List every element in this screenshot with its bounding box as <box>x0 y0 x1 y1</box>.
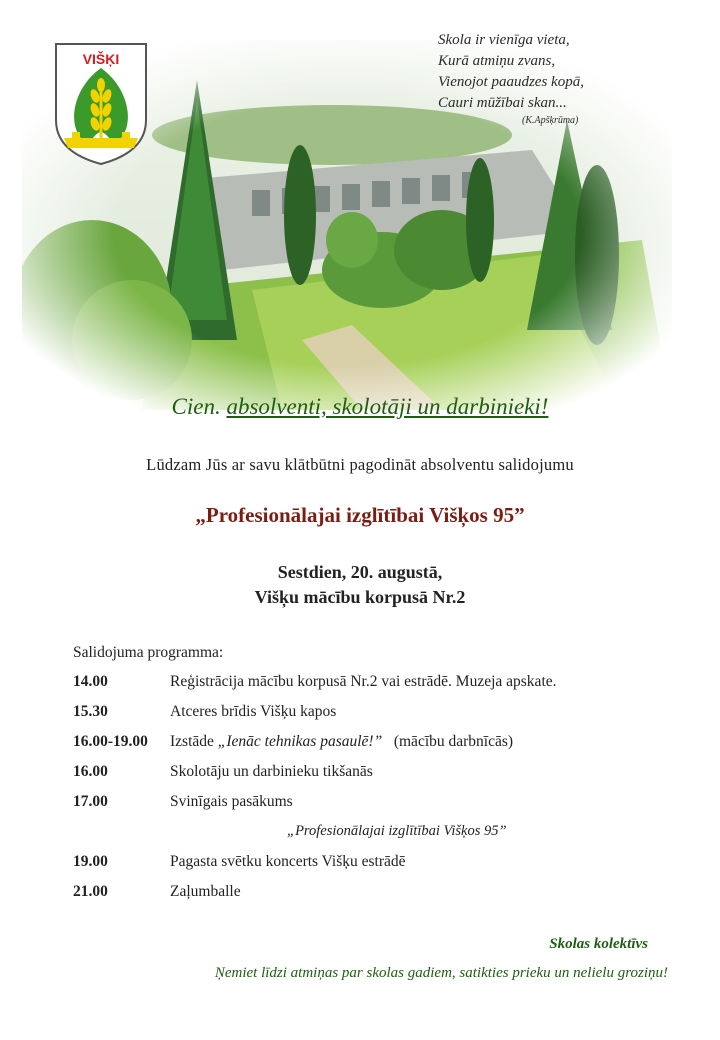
poem-line: Skola ir vienīga vieta, <box>438 32 570 48</box>
schedule-item <box>73 853 693 883</box>
event-title: „Profesionālajai izglītībai Višķos 95” <box>195 503 525 527</box>
schedule-time: 17.00 <box>73 793 108 810</box>
schedule-item <box>73 673 693 703</box>
schedule-text: Atceres brīdis Višķu kapos <box>170 703 337 720</box>
schedule-text-after: (mācību darbnīcās) <box>382 733 514 750</box>
invitation-text: Lūdzam Jūs ar savu klātbūtni pagodināt absolventu salidojumu <box>146 455 574 474</box>
schedule-text: Svinīgais pasākums <box>170 793 293 810</box>
event-location: Višķu mācību korpusā Nr.2 <box>254 587 466 607</box>
poem-line: Kurā atmiņu zvans, <box>438 53 556 69</box>
schedule-item <box>73 763 693 793</box>
schedule-time: 21.00 <box>73 883 108 900</box>
greeting <box>0 394 720 420</box>
schedule-text: Skolotāju un darbinieku tikšanās <box>170 763 373 780</box>
exhibition-title: „Ienāc tehnikas pasaulē!” <box>217 733 383 750</box>
greeting-prefix: Cien. <box>171 394 227 419</box>
poem-author: (K.Apšķrūma) <box>522 115 579 126</box>
viski-logo <box>50 40 152 168</box>
program-heading: Salidojuma programma: <box>73 644 224 661</box>
schedule-item <box>73 733 693 763</box>
schedule-text: Zaļumballe <box>170 883 241 900</box>
poem <box>438 30 708 128</box>
schedule-time: 15.30 <box>73 703 108 720</box>
schedule-item <box>73 703 693 733</box>
schedule-text: Pagasta svētku koncerts Višķu estrādē <box>170 853 406 870</box>
schedule-item <box>73 793 693 823</box>
schedule-text-before: Izstāde <box>170 733 218 750</box>
program-schedule <box>73 673 693 913</box>
poem-line: Cauri mūžībai skan... <box>438 95 567 111</box>
schedule-time: 14.00 <box>73 673 108 690</box>
poem-line: Vienojot paaudzes kopā, <box>438 74 584 90</box>
schedule-subtitle: „Profesionālajai izglītībai Višķos 95” <box>287 823 507 839</box>
schedule-text <box>170 733 513 751</box>
schedule-item <box>73 883 693 913</box>
schedule-time: 16.00-19.00 <box>73 733 148 750</box>
svg-text:VIŠĶI: VIŠĶI <box>82 51 120 67</box>
closing-note: Ņemiet līdzi atmiņas par skolas gadiem, satikties prieku un nelielu groziņu! <box>214 965 668 981</box>
event-date-location <box>0 560 720 610</box>
signature: Skolas kolektīvs <box>549 936 648 952</box>
schedule-time: 16.00 <box>73 763 108 780</box>
event-date: Sestdien, 20. augustā, <box>277 562 443 582</box>
schedule-time: 19.00 <box>73 853 108 870</box>
schedule-text: Reģistrācija mācību korpusā Nr.2 vai estrādē. Muzeja apskate. <box>170 673 557 690</box>
greeting-addressees: absolventi, skolotāji un darbinieki! <box>226 394 549 419</box>
